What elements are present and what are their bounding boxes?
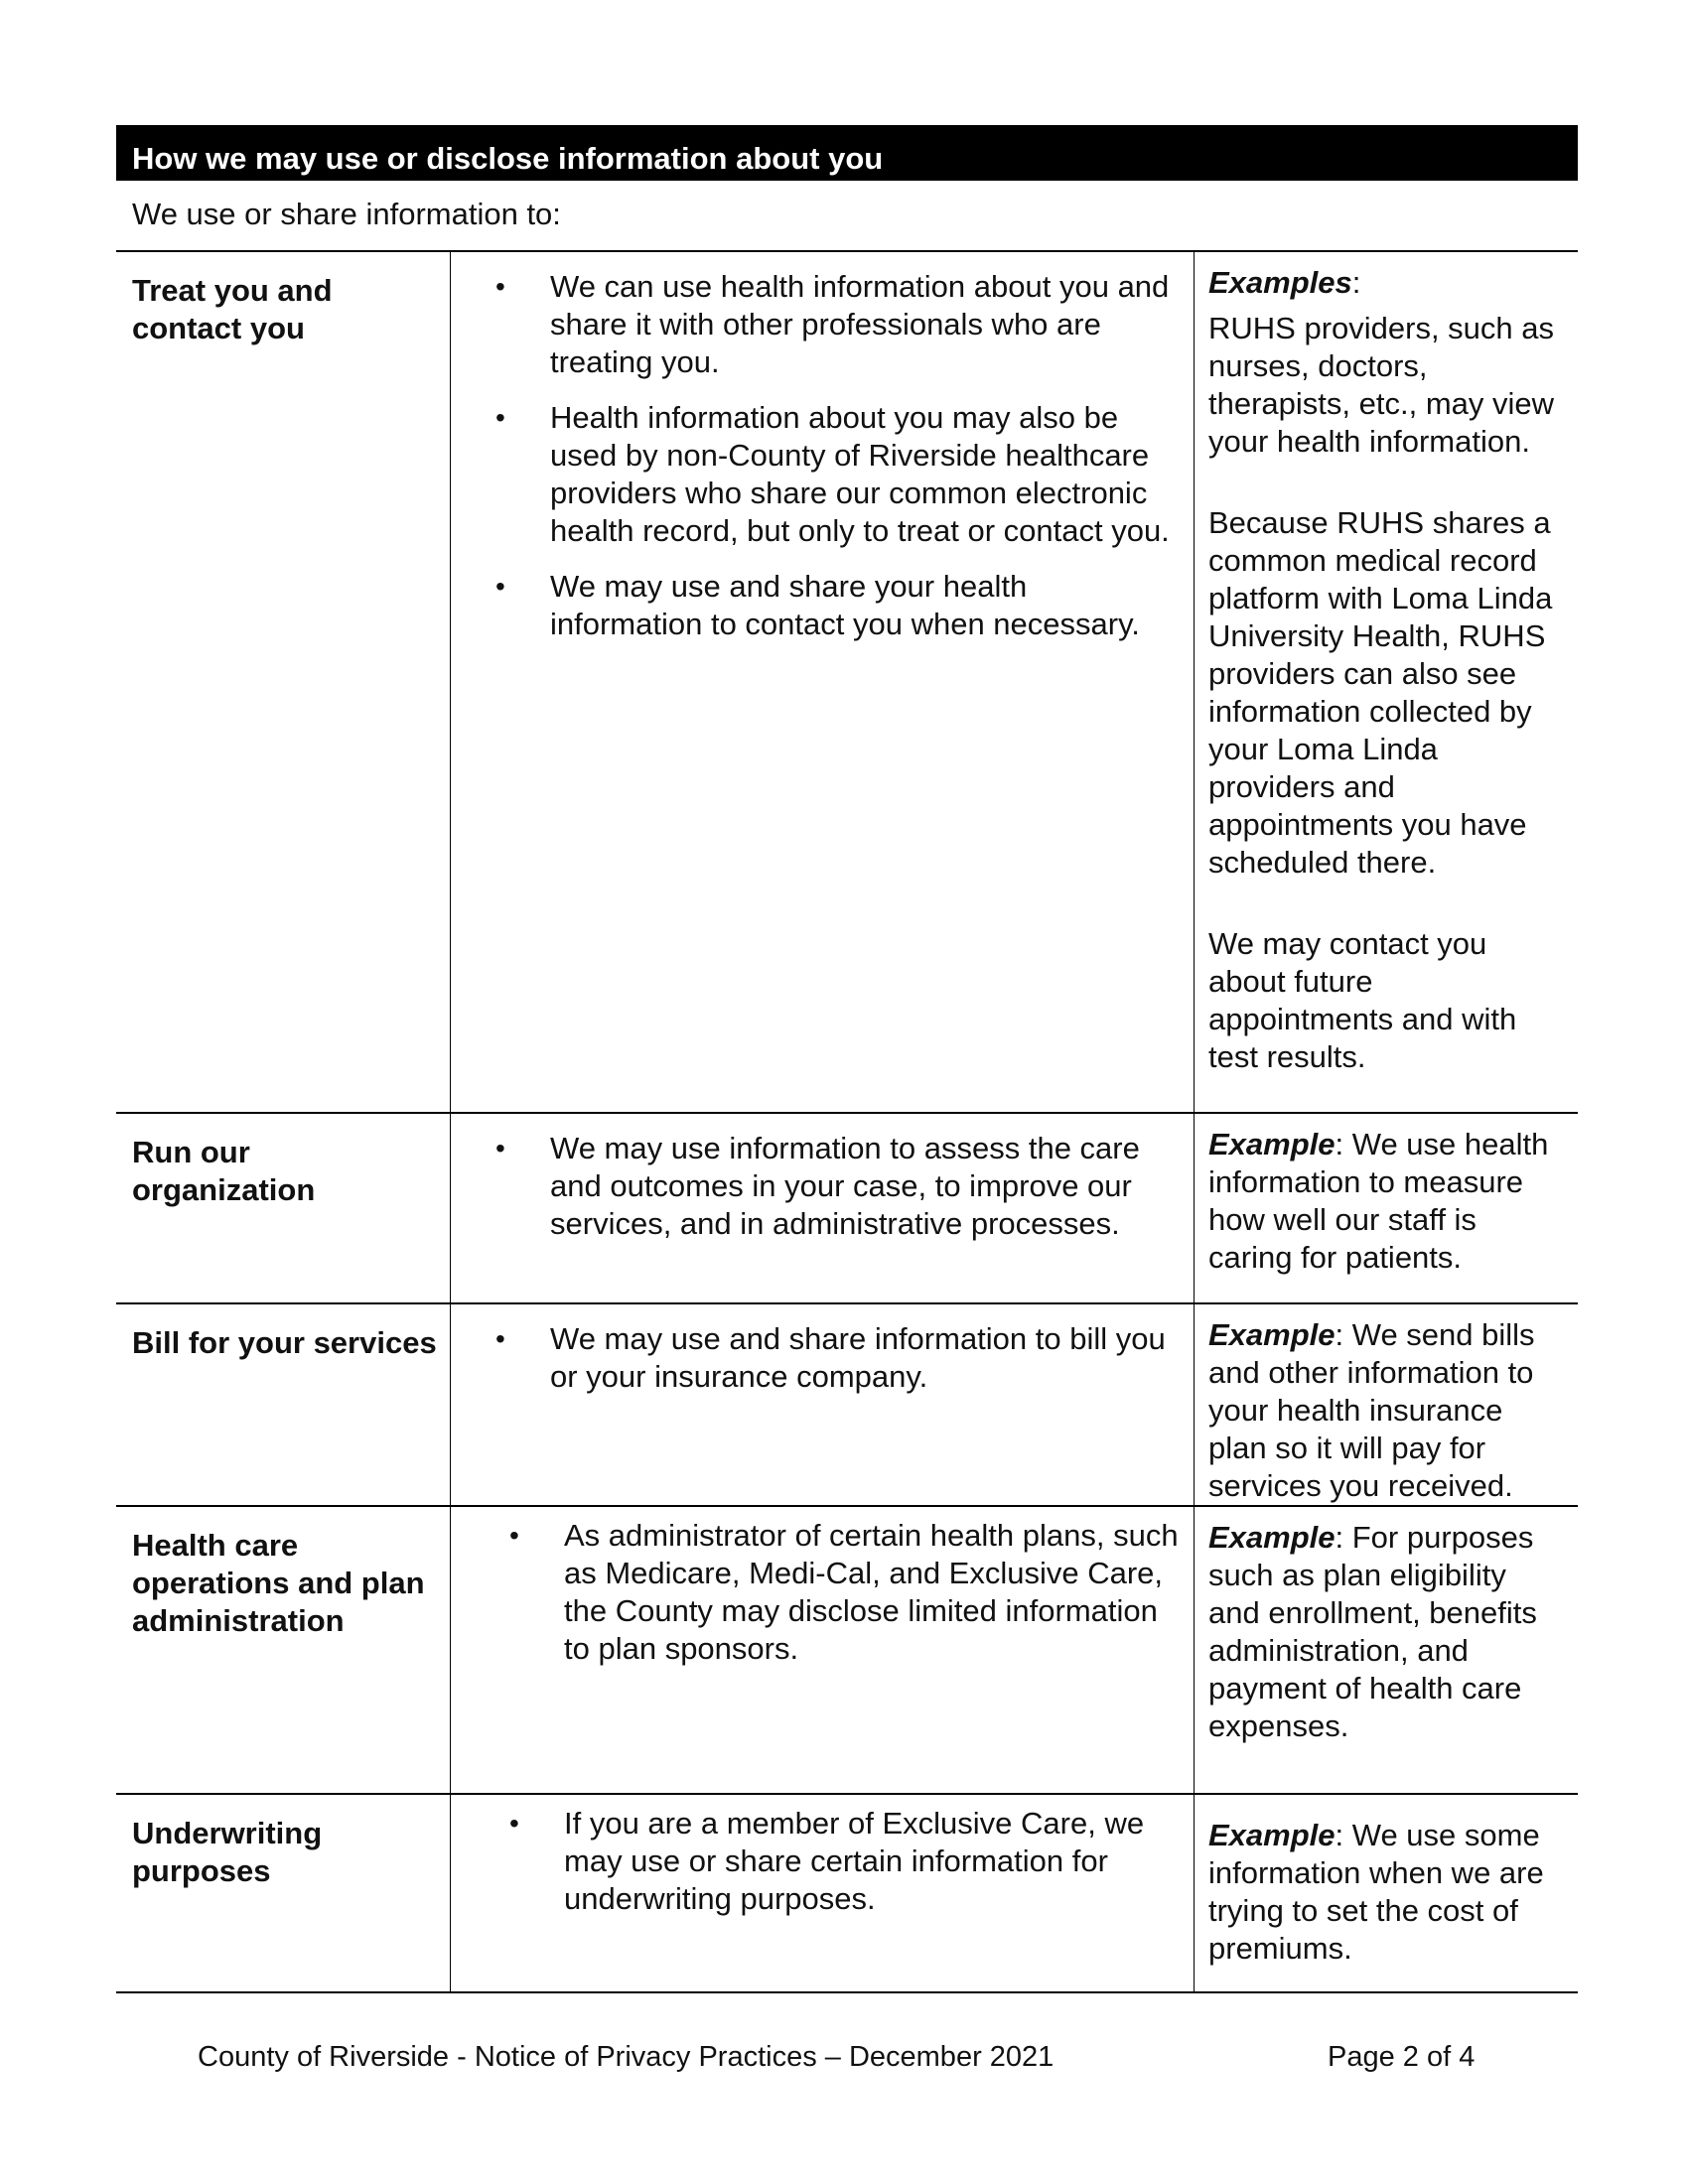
example-paragraph: RUHS providers, such as nurses, doctors, therapists, etc., may view your health information. — [1208, 311, 1555, 459]
bullet-list — [451, 1805, 1180, 1918]
example-label: Example — [1208, 1317, 1336, 1352]
footer-document-title: County of Riverside - Notice of Privacy Practices – December 2021 — [198, 2041, 1055, 2073]
row-example — [1195, 1303, 1579, 1506]
row-description — [451, 1794, 1195, 1992]
example-text: : We use health information to measure how well our staff is caring for patients. — [1208, 1127, 1549, 1275]
row-description — [451, 1506, 1195, 1794]
row-category: Health care operations and plan administration — [116, 1506, 451, 1794]
row-examples — [1195, 251, 1579, 1113]
bullet-item: • As administrator of certain health plans, such as Medicare, Medi-Cal, and Exclusive Care, the County may disclose limited information to plan sponsors. — [451, 1517, 1180, 1668]
row-category: Underwriting purposes — [116, 1794, 451, 1992]
bullet-list — [451, 1130, 1180, 1243]
table-row — [116, 251, 1578, 1113]
example-paragraph: We may contact you about future appointments and with test results. — [1208, 926, 1517, 1074]
table-row — [116, 1113, 1578, 1303]
example-text: : For purposes such as plan eligibility and enrollment, benefits administration, and payment of health care expenses. — [1208, 1520, 1537, 1743]
table-row — [116, 1506, 1578, 1794]
row-description — [451, 1303, 1195, 1506]
bullet-item: • We may use and share information to bill you or your insurance company. — [451, 1320, 1180, 1396]
bullet-item: • Health information about you may also be used by non-County of Riverside healthcare providers who share our common electronic health record, but only to treat or contact you. — [451, 399, 1180, 550]
example-label: Example — [1208, 1127, 1336, 1161]
example-text: : We use some information when we are trying to set the cost of premiums. — [1208, 1818, 1544, 1966]
bullet-list — [451, 268, 1180, 643]
example-label: Example — [1208, 1818, 1336, 1852]
bullet-item: • We can use health information about you and share it with other professionals who are treating you. — [451, 268, 1180, 381]
bullet-list — [451, 1517, 1180, 1668]
row-category: Bill for your services — [116, 1303, 451, 1506]
row-category: Treat you and contact you — [116, 251, 451, 1113]
uses-table — [116, 250, 1578, 1993]
example-paragraph: Because RUHS shares a common medical record platform with Loma Linda University Health, RUHS providers can also see information collected by your Loma Linda providers and appointments you have scheduled there. — [1208, 505, 1553, 880]
row-description — [451, 251, 1195, 1113]
example-label: Example — [1208, 1520, 1336, 1555]
footer-page-number: Page 2 of 4 — [1328, 2041, 1476, 2073]
bullet-item: • We may use and share your health information to contact you when necessary. — [451, 568, 1180, 643]
section-header: How we may use or disclose information about you — [116, 125, 1578, 181]
row-description — [451, 1113, 1195, 1303]
example-label: Examples — [1208, 265, 1352, 300]
table-row — [116, 1303, 1578, 1506]
row-example — [1195, 1794, 1579, 1992]
bullet-item: • We may use information to assess the care and outcomes in your case, to improve our services, and in administrative processes. — [451, 1130, 1180, 1243]
row-example — [1195, 1113, 1579, 1303]
example-separator: : — [1351, 265, 1361, 300]
section-intro: We use or share information to: — [132, 197, 561, 231]
example-text: : We send bills and other information to your health insurance plan so it will pay for services you received. — [1208, 1317, 1535, 1503]
row-category: Run our organization — [116, 1113, 451, 1303]
table-row — [116, 1794, 1578, 1992]
row-example — [1195, 1506, 1579, 1794]
bullet-list — [451, 1320, 1180, 1396]
bullet-item: • If you are a member of Exclusive Care, we may use or share certain information for underwriting purposes. — [451, 1805, 1180, 1918]
